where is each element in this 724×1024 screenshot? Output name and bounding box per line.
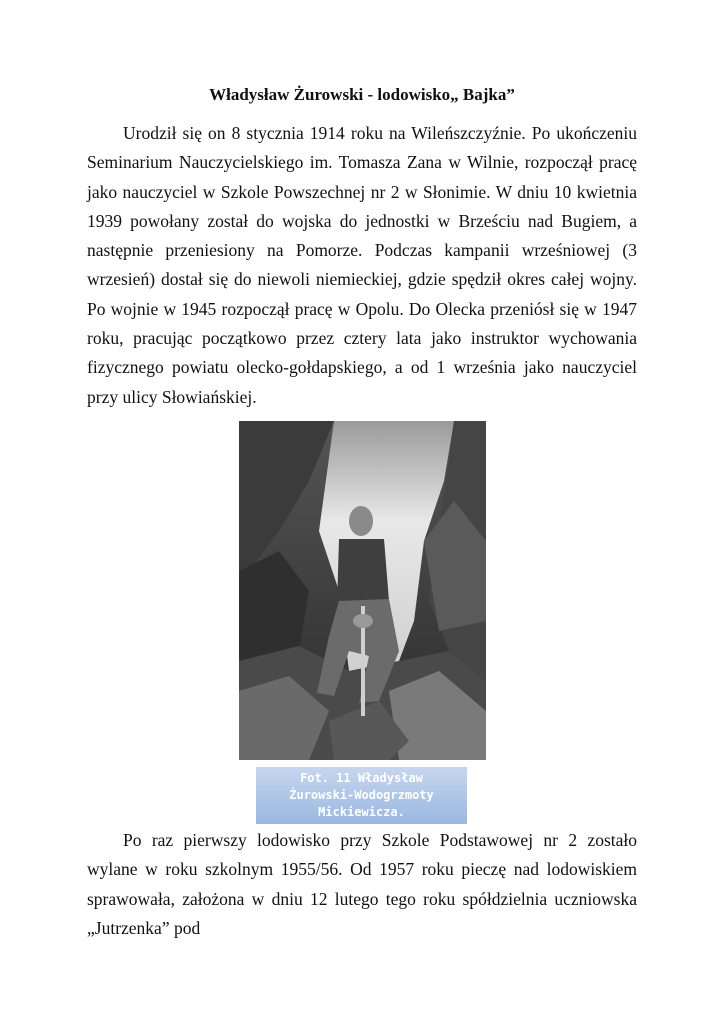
paragraph-biography: Urodził się on 8 stycznia 1914 roku na Wileńszczyźnie. Po ukończeniu Seminarium Nauczycielskiego im. Tomasza Zana w Wilnie, rozpoczął pracę jako nauczyciel w Szkole Powszechnej nr 2 w Słonimie. W dniu 10 kwietnia 1939 powołany został do wojska do jednostki w Brześciu nad Bugiem, a następnie przeniesiony na Pomorze. Podczas kampanii wrześniowej (3 wrzesień) dostał się do niewoli niemieckiej, gdzie spędził okres całej wojny. Po wojnie w 1945 rozpoczął pracę w Opolu. Do Olecka przeniósł się w 1947 roku, pracując początkowo przez cztery lata jako instruktor wychowania fizycznego powiatu olecko-gołdapskiego, a od 1 września jako nauczyciel przy ulicy Słowiańskiej.	[87, 123, 637, 407]
paragraph-ice-rink: Po raz pierwszy lodowisko przy Szkole Podstawowej nr 2 zostało wylane w roku szkolnym 1955/56. Od 1957 roku pieczę nad lodowiskiem sprawowała, założona w dniu 12 lutego tego roku spółdzielnia uczniowska „Jutrzenka” pod	[87, 830, 637, 938]
photo-caption	[256, 767, 467, 824]
caption-line-1: Fot. 11 Władysław	[300, 771, 423, 785]
caption-line-3: Mickiewicza.	[318, 805, 405, 819]
photo-image	[239, 421, 486, 760]
caption-line-2: Żurowski-Wodogrzmoty	[289, 788, 434, 802]
page-title: Władysław Żurowski - lodowisko„ Bajka”	[209, 85, 515, 104]
photo-zurowski-waterfall	[239, 421, 486, 760]
